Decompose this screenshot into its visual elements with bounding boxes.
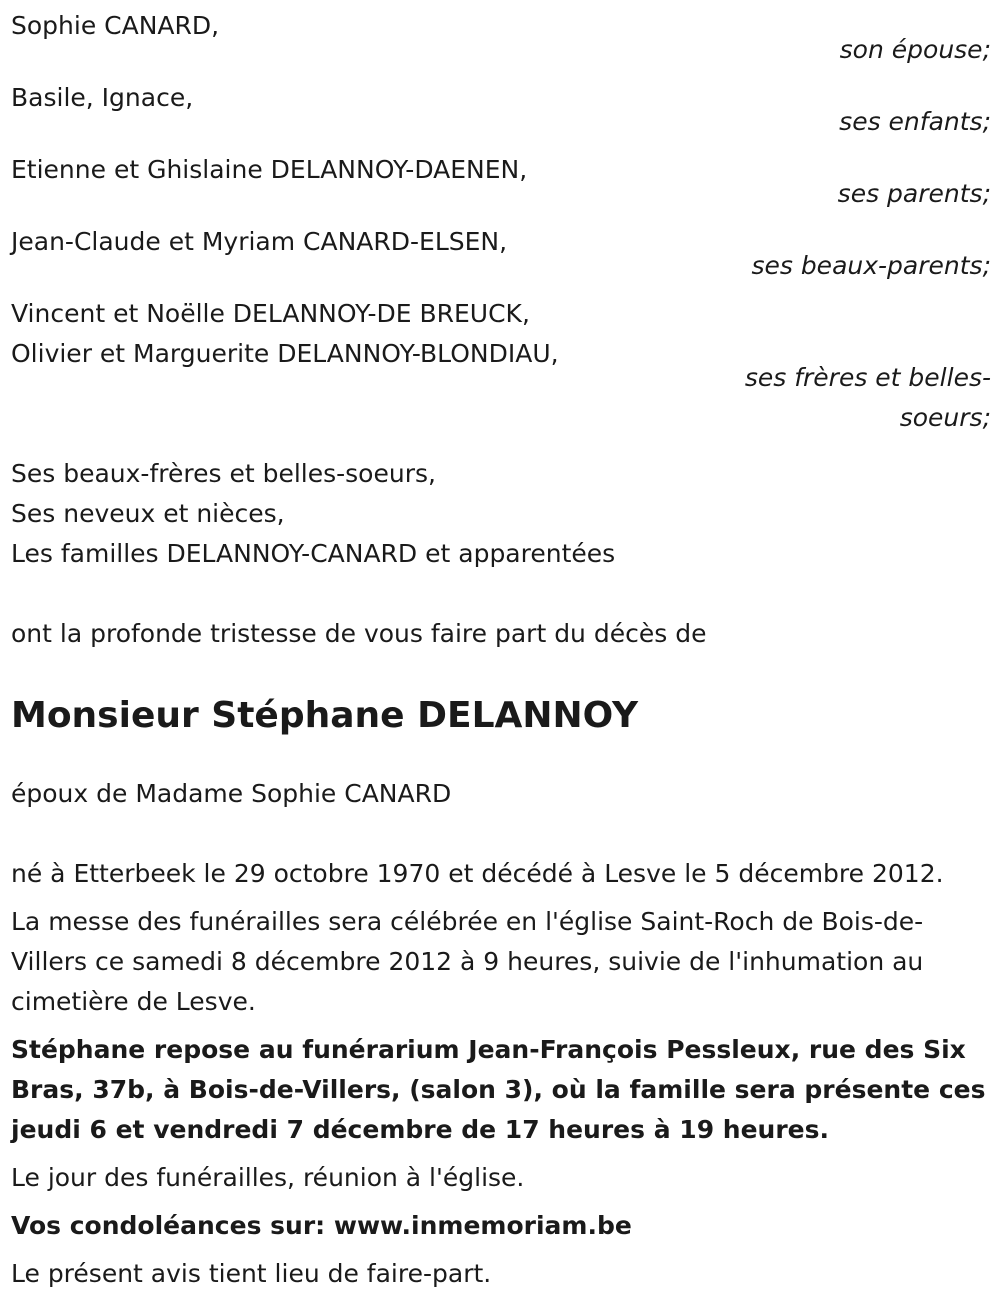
family-entry-spouse bbox=[11, 6, 991, 70]
announcement: ont la profonde tristesse de vous faire part du décès de bbox=[11, 619, 707, 648]
notice-line: Le présent avis tient lieu de faire-part. bbox=[11, 1259, 492, 1288]
family-entry-siblings bbox=[11, 294, 991, 438]
family-names: Sophie CANARD, bbox=[11, 11, 220, 40]
family-role: ses parents; bbox=[837, 179, 991, 208]
family-names: Jean-Claude et Myriam CANARD-ELSEN, bbox=[11, 227, 508, 256]
obituary-notice bbox=[11, 6, 991, 1294]
condolences-link[interactable]: Vos condoléances sur: www.inmemoriam.be bbox=[11, 1211, 632, 1240]
family-role: ses beaux-parents; bbox=[751, 251, 991, 280]
funerarium-info: Stéphane repose au funérarium Jean-François Pessleux, rue des Six Bras, 37b, à Bois-de-Villers, (salon 3), où la famille sera présente ces jeudi 6 et vendredi 7 décembre de 17 heures à 19 heures. bbox=[11, 1035, 986, 1144]
family-role: ses enfants; bbox=[839, 107, 991, 136]
other-relatives bbox=[11, 454, 991, 574]
meeting-info: Le jour des funérailles, réunion à l'église. bbox=[11, 1163, 525, 1192]
family-entry-children bbox=[11, 78, 991, 142]
relatives-line: Ses beaux-frères et belles-soeurs, bbox=[11, 459, 436, 488]
funeral-mass: La messe des funérailles sera célébrée en l'église Saint-Roch de Bois-de-Villers ce samedi 8 décembre 2012 à 9 heures, suivie de l'inhumation au cimetière de Lesve. bbox=[11, 907, 924, 1016]
family-names: Olivier et Marguerite DELANNOY-BLONDIAU, bbox=[11, 339, 559, 368]
birth-death: né à Etterbeek le 29 octobre 1970 et décédé à Lesve le 5 décembre 2012. bbox=[11, 859, 944, 888]
family-role: soeurs; bbox=[899, 403, 991, 432]
family-entry-parents bbox=[11, 150, 991, 214]
family-names: Etienne et Ghislaine DELANNOY-DAENEN, bbox=[11, 155, 528, 184]
family-names: Vincent et Noëlle DELANNOY-DE BREUCK, bbox=[11, 299, 530, 328]
family-names: Basile, Ignace, bbox=[11, 83, 194, 112]
deceased-name: Monsieur Stéphane DELANNOY bbox=[11, 695, 639, 736]
family-role: son épouse; bbox=[839, 35, 991, 64]
relatives-line: Les familles DELANNOY-CANARD et apparentées bbox=[11, 539, 616, 568]
family-entry-parents-in-law bbox=[11, 222, 991, 286]
family-role: ses frères et belles- bbox=[744, 363, 991, 392]
spouse-line: époux de Madame Sophie CANARD bbox=[11, 779, 452, 808]
relatives-line: Ses neveux et nièces, bbox=[11, 499, 285, 528]
